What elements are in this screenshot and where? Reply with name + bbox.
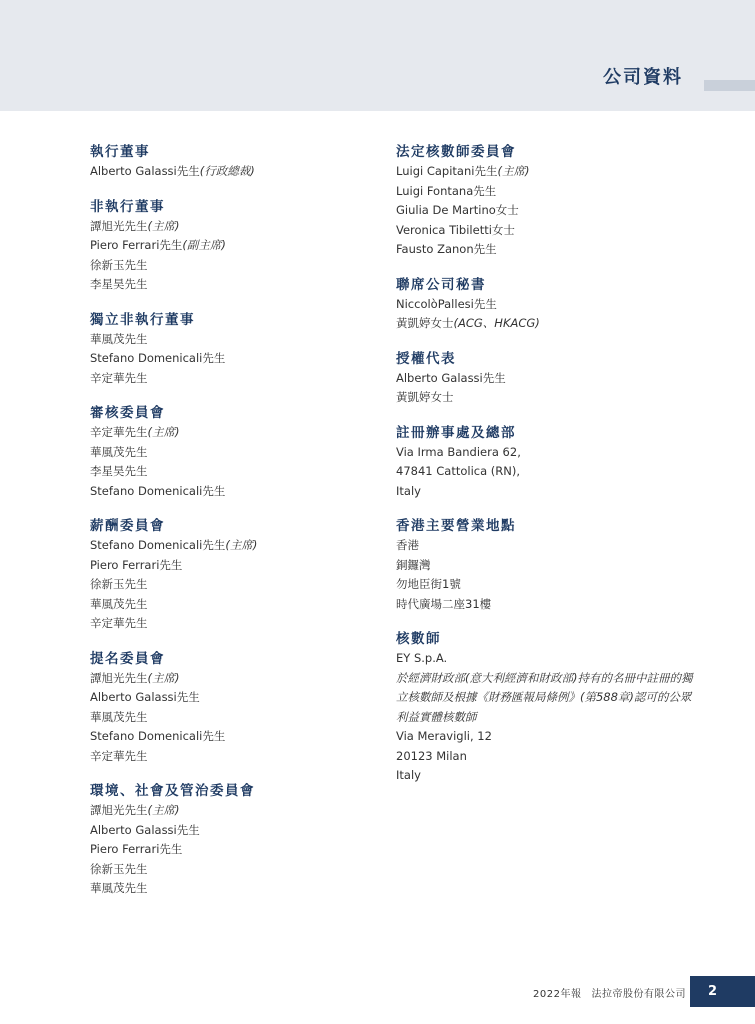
entry-name: Piero Ferrari先生: [90, 557, 183, 572]
section: [90, 404, 390, 501]
entry-line: [90, 462, 390, 482]
entry-line: [396, 649, 696, 669]
section: [396, 424, 696, 502]
entry-name: 香港: [396, 538, 419, 552]
entry-line: [90, 879, 390, 899]
entry-line: [396, 482, 696, 502]
entry-name: Luigi Capitani先生: [396, 164, 498, 178]
entry-name: 徐新玉先生: [90, 577, 148, 591]
section-heading: 薪酬委員會: [90, 518, 165, 534]
section: [396, 276, 696, 334]
entry-line: [90, 688, 390, 708]
entry-name: 黃凱婷女士: [396, 316, 454, 330]
entry-role: (行政總裁): [199, 164, 255, 178]
entry-name: 李星昊先生: [90, 277, 148, 291]
entry-line: [90, 669, 390, 689]
entry-name: 譚旭光先生: [90, 803, 148, 817]
entry-name: Stefano Domenicali先生: [90, 351, 226, 365]
entry-line: [396, 388, 696, 408]
entry-line: [90, 860, 390, 880]
entry-name: Via Meravigli, 12: [396, 729, 492, 743]
entry-name: Stefano Domenicali先生: [90, 538, 226, 552]
header-band: [0, 0, 755, 111]
entry-name: 時代廣場二座31樓: [396, 596, 492, 611]
section-heading: 環境、社會及管治委員會: [90, 783, 255, 799]
section: [90, 198, 390, 295]
entry-line: [90, 614, 390, 634]
entry-name: Alberto Galassi先生: [396, 370, 506, 385]
entry-line: [396, 556, 696, 576]
entry-name: EY S.p.A.: [396, 651, 448, 665]
section: [396, 630, 696, 786]
entry-name: 辛定華先生: [90, 616, 148, 630]
entry-name: 華風茂先生: [90, 596, 148, 611]
entry-name: Piero Ferrari先生: [90, 238, 183, 252]
entry-line: [90, 349, 390, 369]
section-heading: 法定核數師委員會: [396, 144, 516, 160]
entry-name: 辛定華先生: [90, 370, 148, 385]
entry-role: (主席): [147, 670, 180, 685]
entry-line: [90, 708, 390, 728]
entry-name: 47841 Cattolica (RN),: [396, 464, 521, 478]
page-title: 公司資料: [603, 67, 683, 88]
entry-name: 譚旭光先生: [90, 218, 148, 233]
entry-role: (ACG、HKACG): [453, 316, 540, 330]
entry-name: NiccolòPallesi先生: [396, 296, 497, 311]
entry-role: (主席): [225, 538, 258, 552]
page-number: 2: [690, 976, 755, 1007]
entry-line: [396, 182, 696, 202]
section-heading: 提名委員會: [90, 650, 165, 667]
entry-name: 華風茂先生: [90, 709, 148, 724]
entry-role: (主席): [497, 164, 530, 178]
section: [90, 517, 390, 634]
entry-name: Italy: [396, 768, 421, 782]
entry-line: [396, 162, 696, 182]
entry-name: Alberto Galassi先生: [90, 822, 200, 837]
entry-name: Veronica Tibiletti女士: [396, 222, 515, 237]
entry-line: [90, 423, 390, 443]
entry-name: Via Irma Bandiera 62,: [396, 444, 521, 459]
section-heading: 授權代表: [396, 350, 456, 367]
entry-line: [396, 201, 696, 221]
entry-role: (主席): [147, 425, 180, 439]
entry-name: Stefano Domenicali先生: [90, 729, 226, 743]
entry-line: [90, 575, 390, 595]
entry-line: [90, 330, 390, 350]
entry-line: [396, 766, 696, 786]
entry-line: [90, 217, 390, 237]
entry-name: Alberto Galassi先生: [90, 690, 200, 704]
left-column: [90, 143, 390, 915]
entry-line: [90, 482, 390, 502]
entry-name: 20123 Milan: [396, 748, 467, 763]
entry-line: [90, 236, 390, 256]
entry-name: Fausto Zanon先生: [396, 242, 497, 256]
entry-line: [396, 221, 696, 241]
entry-name: 華風茂先生: [90, 331, 148, 346]
section-heading: 執行董事: [90, 144, 150, 160]
section: [396, 517, 696, 614]
entry-line: [396, 575, 696, 595]
section-heading: 聯席公司秘書: [396, 276, 486, 293]
section: [90, 650, 390, 767]
entry-name: Alberto Galassi先生: [90, 164, 200, 178]
entry-name: Piero Ferrari先生: [90, 842, 183, 856]
entry-name: Italy: [396, 483, 421, 498]
entry-line: [396, 443, 696, 463]
entry-name: 華風茂先生: [90, 444, 148, 459]
section-heading: 審核委員會: [90, 405, 165, 421]
section-heading: 非執行董事: [90, 198, 165, 215]
section-heading: 香港主要營業地點: [396, 518, 516, 534]
entry-line: [396, 240, 696, 260]
entry-line: [90, 747, 390, 767]
entry-name: 銅鑼灣: [396, 557, 431, 572]
entry-name: 徐新玉先生: [90, 257, 148, 272]
entry-line: [396, 727, 696, 747]
entry-name: 李星昊先生: [90, 464, 148, 478]
entry-line: [90, 536, 390, 556]
section: [90, 143, 390, 182]
entry-name: Stefano Domenicali先生: [90, 483, 226, 498]
auditor-note: 於經濟財政部(意大利經濟和財政部)持有的名冊中註冊的獨立核數師及根據《財務匯報局條例》(第588章)認可的公眾利益實體核數師: [396, 670, 693, 724]
entry-line: [396, 595, 696, 615]
entry-line: [90, 443, 390, 463]
section-heading: 核數師: [396, 631, 441, 647]
entry-line: [396, 314, 696, 334]
footer-report-label: 2022年報: [533, 989, 582, 1000]
entry-line: [396, 462, 696, 482]
footer: [533, 985, 696, 1000]
entry-name: 華風茂先生: [90, 881, 148, 895]
section-heading: 註冊辦事處及總部: [396, 424, 516, 441]
right-column: [396, 143, 696, 802]
entry-name: 譚旭光先生: [90, 670, 148, 685]
entry-line: [90, 840, 390, 860]
entry-name: Giulia De Martino女士: [396, 203, 519, 217]
entry-name: 徐新玉先生: [90, 861, 148, 876]
entry-line: [90, 369, 390, 389]
entry-line: [90, 595, 390, 615]
entry-name: 辛定華先生: [90, 748, 148, 763]
entry-line: [90, 162, 390, 182]
section-heading: 獨立非執行董事: [90, 311, 195, 328]
entry-line: [396, 747, 696, 767]
entry-line: [90, 556, 390, 576]
entry-name: 辛定華先生: [90, 425, 148, 439]
entry-line: [90, 821, 390, 841]
section: [396, 350, 696, 408]
entry-name: Luigi Fontana先生: [396, 183, 497, 198]
entry-role: (副主席): [182, 238, 226, 252]
entry-name: 黃凱婷女士: [396, 390, 454, 404]
entry-line: [396, 369, 696, 389]
entry-role: (主席): [147, 803, 180, 817]
entry-line: [90, 256, 390, 276]
section: [90, 782, 390, 899]
entry-line: [90, 275, 390, 295]
section: [396, 143, 696, 260]
entry-line: [90, 727, 390, 747]
entry-role: (主席): [147, 218, 180, 233]
entry-line: [396, 295, 696, 315]
entry-line: [396, 536, 696, 556]
section: [90, 311, 390, 389]
title-accent-bar: [704, 80, 755, 91]
footer-company: 法拉帝股份有限公司: [591, 989, 686, 1000]
entry-line: [90, 801, 390, 821]
entry-name: 勿地臣街1號: [396, 577, 461, 591]
